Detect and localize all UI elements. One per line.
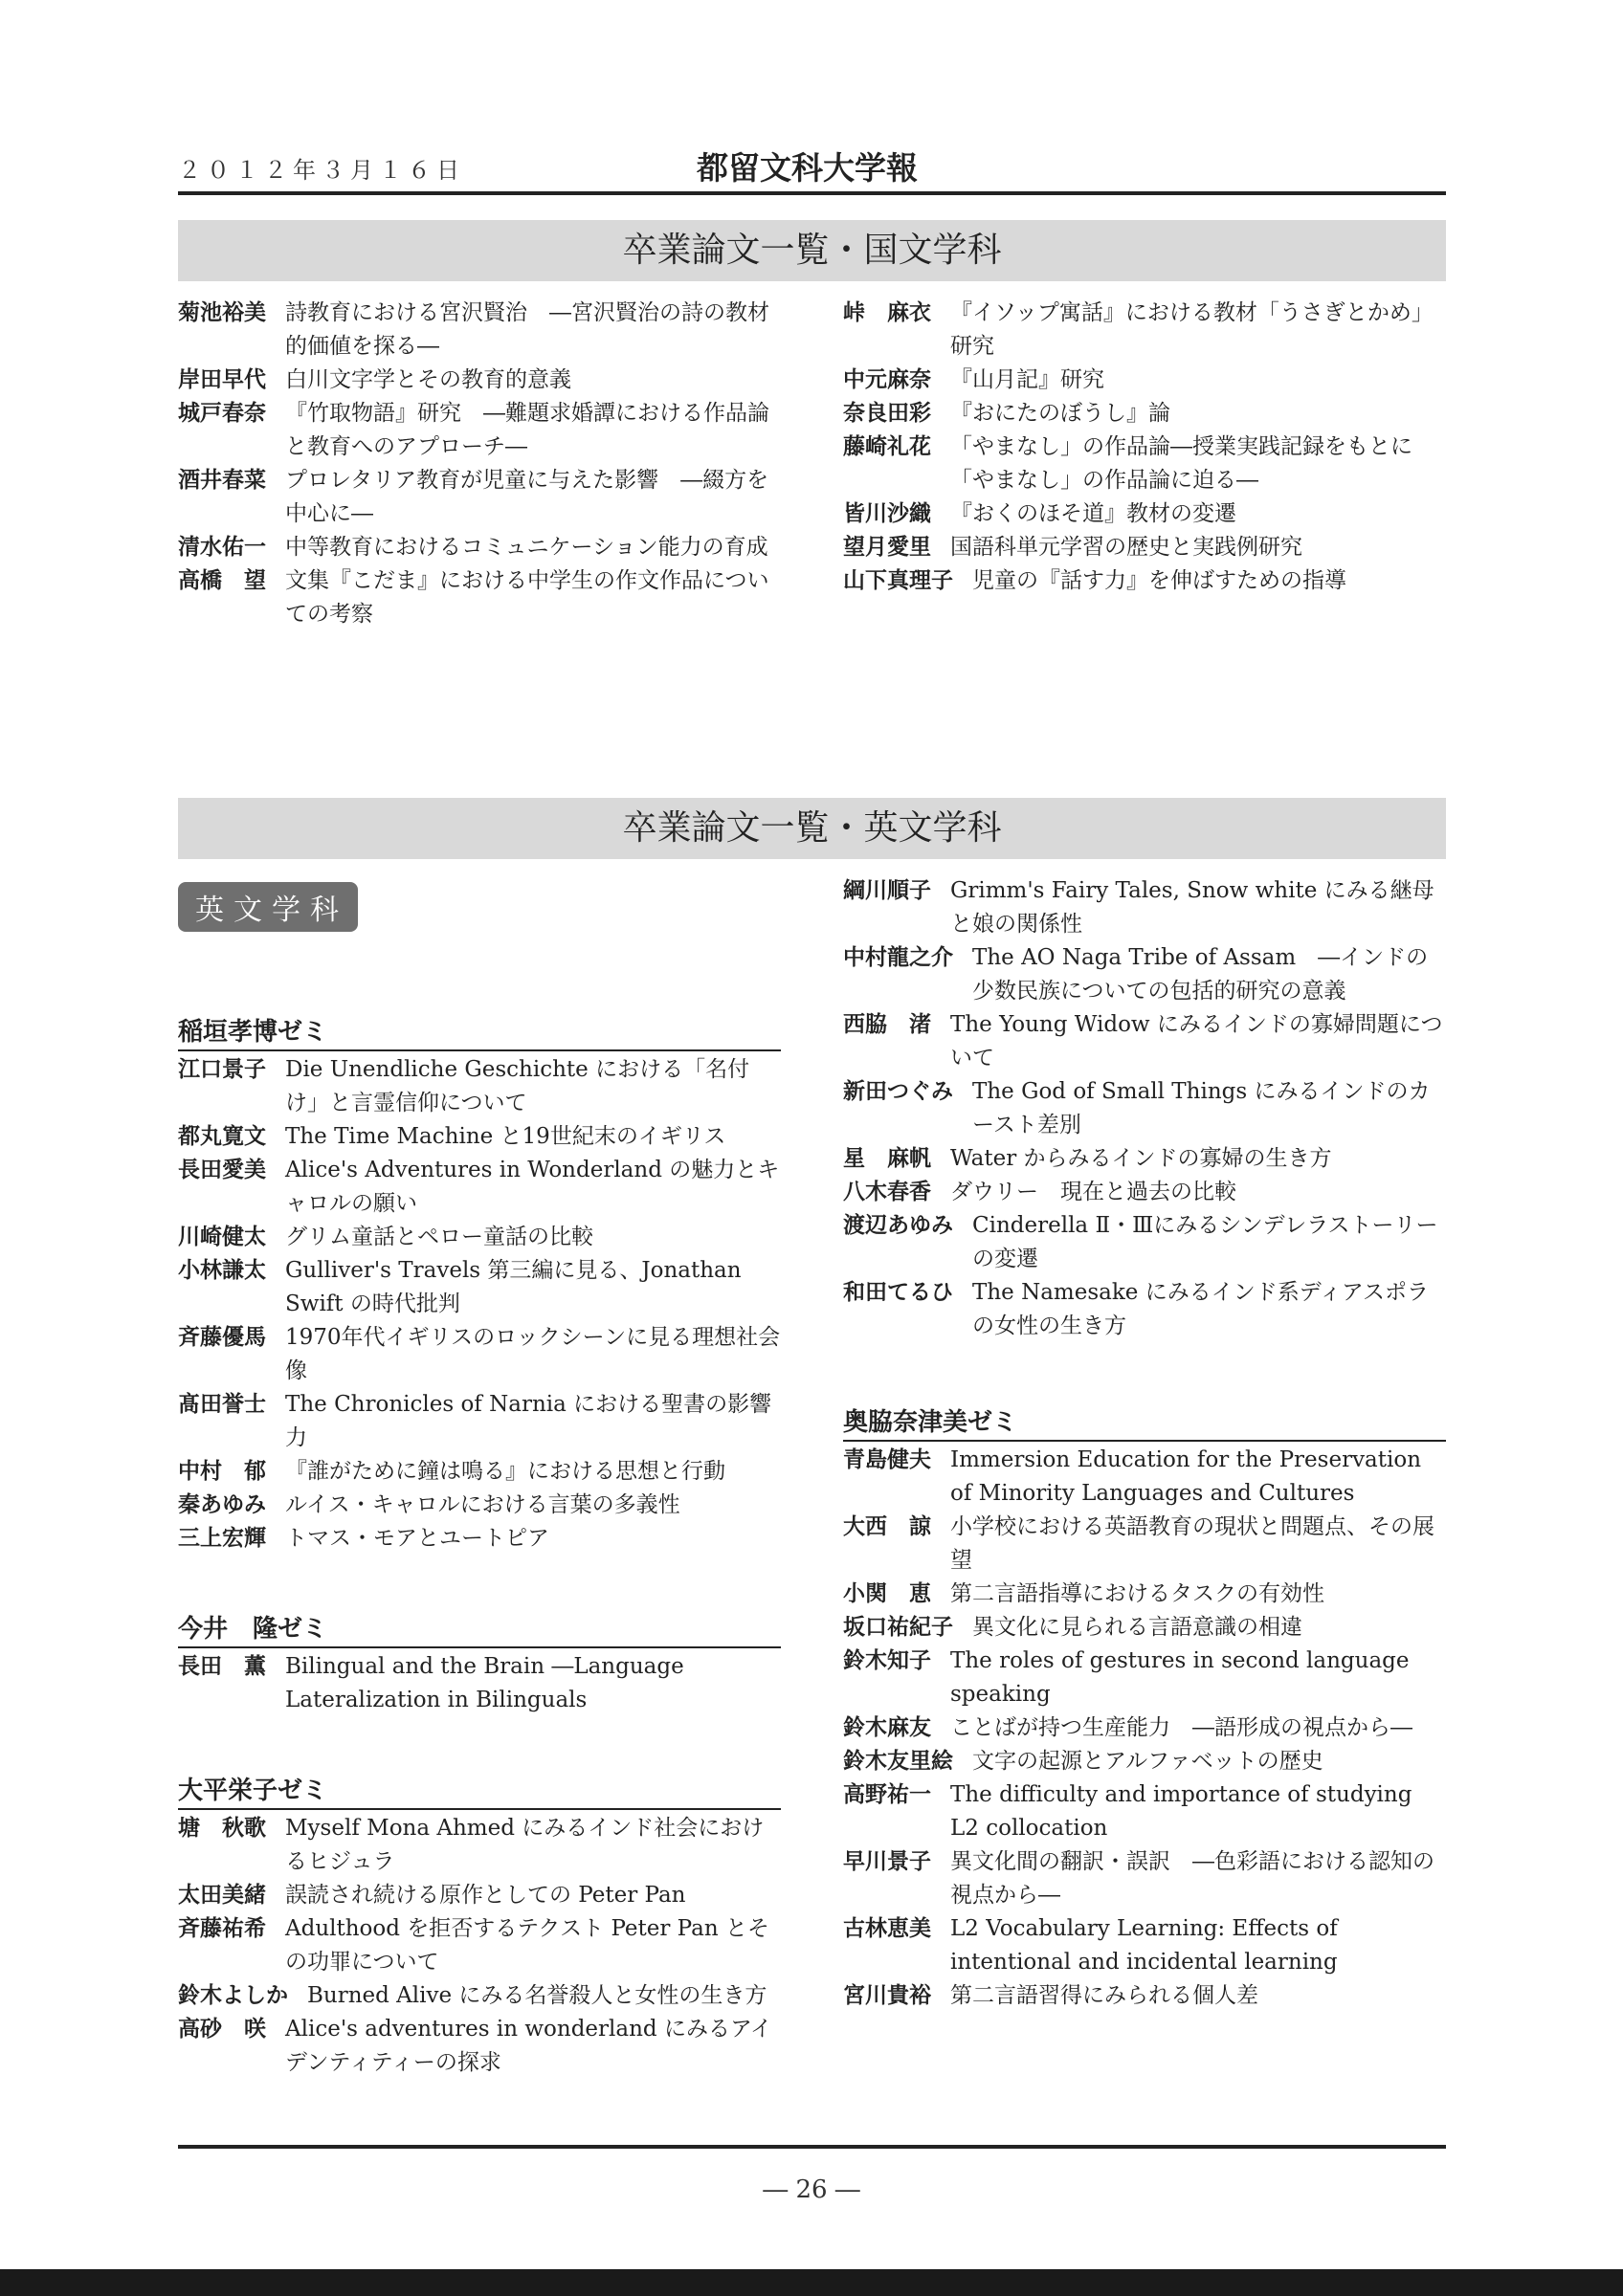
thesis-entry bbox=[843, 1276, 1446, 1343]
student-name: 清水佑一 bbox=[178, 535, 266, 560]
student-name: 都丸寛文 bbox=[178, 1124, 266, 1149]
seminar-name: 稲垣孝博ゼミ bbox=[178, 1012, 781, 1051]
student-name: 鈴木よしか bbox=[178, 1983, 288, 2008]
student-name: 山下真理子 bbox=[843, 568, 953, 593]
thesis-entry bbox=[178, 1489, 781, 1522]
seminar-ohira bbox=[178, 1771, 781, 2080]
thesis-title: 文字の起源とアルファベットの歴史 bbox=[972, 1749, 1323, 1774]
thesis-title: Adulthood を拒否するテクスト Peter Pan とその功罪について bbox=[285, 1916, 769, 1975]
department-tag-row bbox=[178, 882, 781, 932]
student-name: 鈴木知子 bbox=[843, 1648, 931, 1673]
thesis-entry bbox=[843, 874, 1446, 941]
seminar-ohira-continued bbox=[843, 874, 1446, 1343]
seminar-name: 今井 隆ゼミ bbox=[178, 1609, 781, 1648]
thesis-title: Cinderella Ⅱ・Ⅲにみるシンデレラストーリーの変遷 bbox=[972, 1213, 1438, 1271]
thesis-title: ことばが持つ生産能力 ―語形成の視点から― bbox=[950, 1715, 1412, 1740]
thesis-entry bbox=[178, 1912, 781, 1979]
student-name: 小関 恵 bbox=[843, 1581, 931, 1606]
thesis-title: The difficulty and importance of studying L2 collocation bbox=[950, 1782, 1412, 1841]
thesis-entry bbox=[843, 397, 1446, 430]
student-name: 大西 諒 bbox=[843, 1514, 931, 1539]
thesis-entry bbox=[178, 1221, 781, 1254]
section-title-kokubun: 卒業論文一覧・国文学科 bbox=[178, 220, 1446, 281]
student-name: 川崎健太 bbox=[178, 1225, 266, 1249]
thesis-entry bbox=[843, 430, 1446, 497]
thesis-entry bbox=[178, 1522, 781, 1556]
thesis-title: トマス・モアとユートピア bbox=[285, 1526, 549, 1551]
student-name: 太田美緒 bbox=[178, 1883, 266, 1908]
seminar-name: 奥脇奈津美ゼミ bbox=[843, 1402, 1446, 1442]
thesis-title: グリム童話とペロー童話の比較 bbox=[285, 1225, 593, 1249]
thesis-entry bbox=[843, 1444, 1446, 1511]
thesis-entry bbox=[843, 1745, 1446, 1778]
thesis-title: 誤読され続ける原作としての Peter Pan bbox=[285, 1883, 686, 1908]
thesis-entry bbox=[178, 1455, 781, 1489]
student-name: 和田てるひ bbox=[843, 1280, 953, 1305]
thesis-entry bbox=[843, 1176, 1446, 1209]
seminar-okuwaki bbox=[843, 1402, 1446, 2013]
student-name: 綱川順子 bbox=[843, 878, 931, 903]
seminar-imai bbox=[178, 1609, 781, 1717]
thesis-entry bbox=[178, 1979, 781, 2013]
scan-bottom-edge bbox=[0, 2269, 1623, 2296]
thesis-entry bbox=[178, 2013, 781, 2080]
thesis-title: 第二言語指導におけるタスクの有効性 bbox=[950, 1581, 1324, 1606]
thesis-entry bbox=[843, 1611, 1446, 1645]
student-name: 望月愛里 bbox=[843, 535, 931, 560]
thesis-title: Bilingual and the Brain ―Language Lateralization in Bilinguals bbox=[285, 1654, 684, 1712]
student-name: 西脇 渚 bbox=[843, 1012, 931, 1037]
thesis-title: Alice's Adventures in Wonderland の魅力とキャロルの願い bbox=[285, 1158, 780, 1216]
thesis-title: The AO Naga Tribe of Assam ―インドの少数民族についての包括的研究の意義 bbox=[972, 945, 1429, 1004]
thesis-entry bbox=[178, 1388, 781, 1455]
student-name: 中村 郁 bbox=[178, 1459, 266, 1484]
thesis-entry bbox=[178, 1053, 781, 1120]
thesis-title: L2 Vocabulary Learning: Effects of intentional and incidental learning bbox=[950, 1916, 1338, 1975]
seminar-inagaki bbox=[178, 1012, 781, 1556]
header-rule bbox=[178, 191, 1446, 195]
thesis-title: 『誰がために鐘は鳴る』における思想と行動 bbox=[285, 1459, 725, 1484]
student-name: 三上宏輝 bbox=[178, 1526, 266, 1551]
thesis-title: 『山月記』研究 bbox=[950, 367, 1104, 392]
student-name: 藤崎礼花 bbox=[843, 434, 931, 459]
student-name: 早川景子 bbox=[843, 1849, 931, 1874]
thesis-title: 中等教育におけるコミュニケーション能力の育成 bbox=[285, 535, 768, 560]
thesis-title: ダウリー 現在と過去の比較 bbox=[950, 1180, 1236, 1204]
thesis-title: Grimm's Fairy Tales, Snow white にみる継母と娘の関係性 bbox=[950, 878, 1434, 937]
student-name: 小林謙太 bbox=[178, 1258, 266, 1283]
thesis-title: 国語科単元学習の歴史と実践例研究 bbox=[950, 535, 1302, 560]
thesis-entry bbox=[178, 297, 781, 364]
thesis-title: Myself Mona Ahmed にみるインド社会におけるヒジュラ bbox=[285, 1816, 765, 1874]
thesis-title: The Young Widow にみるインドの寡婦問題について bbox=[950, 1012, 1443, 1071]
thesis-title: プロレタリア教育が児童に与えた影響 ―綴方を中心に― bbox=[285, 468, 769, 526]
student-name: 長田 薫 bbox=[178, 1654, 266, 1679]
thesis-entry bbox=[178, 464, 781, 531]
thesis-title: 『おくのほそ道』教材の変遷 bbox=[950, 501, 1236, 526]
thesis-title: 白川文字学とその教育的意義 bbox=[285, 367, 571, 392]
kokubun-right-column bbox=[843, 297, 1446, 598]
student-name: 髙田誉士 bbox=[178, 1392, 266, 1417]
thesis-entry bbox=[843, 1209, 1446, 1276]
student-name: 高砂 咲 bbox=[178, 2017, 266, 2042]
student-name: 鈴木友里絵 bbox=[843, 1749, 953, 1774]
thesis-title: 『イソップ寓話』における教材「うさぎとかめ」研究 bbox=[950, 300, 1434, 359]
student-name: 奈良田彩 bbox=[843, 401, 931, 426]
thesis-title: 異文化に見られる言語意識の相違 bbox=[972, 1615, 1302, 1640]
thesis-entry bbox=[178, 1120, 781, 1154]
publication-title: 都留文科大学報 bbox=[697, 149, 918, 187]
thesis-title: Water からみるインドの寡婦の生き方 bbox=[950, 1146, 1332, 1171]
thesis-title: 1970年代イギリスのロックシーンに見る理想社会像 bbox=[285, 1325, 781, 1383]
thesis-title: Immersion Education for the Preservation of Minority Languages and Cultures bbox=[950, 1447, 1422, 1506]
thesis-entry bbox=[843, 1912, 1446, 1979]
thesis-title: Alice's adventures in wonderland にみるアイデンティティーの探求 bbox=[285, 2017, 772, 2075]
student-name: 斉藤祐希 bbox=[178, 1916, 266, 1941]
thesis-entry bbox=[178, 1254, 781, 1321]
thesis-title: Burned Alive にみる名誉殺人と女性の生き方 bbox=[307, 1983, 767, 2008]
thesis-entry bbox=[178, 564, 781, 631]
thesis-entry bbox=[843, 1511, 1446, 1578]
thesis-entry bbox=[843, 941, 1446, 1008]
thesis-title: The Namesake にみるインド系ディアスポラの女性の生き方 bbox=[972, 1280, 1429, 1338]
thesis-entry bbox=[843, 1142, 1446, 1176]
student-name: 宮川貴裕 bbox=[843, 1983, 931, 2008]
thesis-entry bbox=[843, 1008, 1446, 1075]
thesis-title: 児童の『話す力』を伸ばすための指導 bbox=[972, 568, 1346, 593]
student-name: 峠 麻衣 bbox=[843, 300, 931, 325]
thesis-entry bbox=[843, 1645, 1446, 1711]
eibun-right-column bbox=[843, 874, 1446, 2013]
student-name: 塘 秋歌 bbox=[178, 1816, 266, 1841]
issue-date: ２０１２年３月１６日 bbox=[178, 157, 465, 184]
thesis-entry bbox=[843, 564, 1446, 598]
student-name: 皆川沙織 bbox=[843, 501, 931, 526]
student-name: 青島健夫 bbox=[843, 1447, 931, 1472]
thesis-title: The roles of gestures in second language speaking bbox=[950, 1648, 1410, 1707]
student-name: 古林恵美 bbox=[843, 1916, 931, 1941]
thesis-entry bbox=[178, 1321, 781, 1388]
thesis-entry bbox=[178, 397, 781, 464]
thesis-title: The Time Machine と19世紀末のイギリス bbox=[285, 1124, 726, 1149]
eibun-left-column bbox=[178, 882, 781, 2080]
thesis-title: 第二言語習得にみられる個人差 bbox=[950, 1983, 1258, 2008]
thesis-entry bbox=[843, 1845, 1446, 1912]
thesis-entry bbox=[178, 1154, 781, 1221]
thesis-entry bbox=[843, 364, 1446, 397]
thesis-entry bbox=[843, 497, 1446, 531]
student-name: 坂口祐紀子 bbox=[843, 1615, 953, 1640]
thesis-entry bbox=[178, 1650, 781, 1717]
student-name: 城戸春奈 bbox=[178, 401, 266, 426]
thesis-title: 小学校における英語教育の現状と問題点、その展望 bbox=[950, 1514, 1434, 1573]
thesis-entry bbox=[178, 531, 781, 564]
student-name: 秦あゆみ bbox=[178, 1492, 266, 1517]
department-tag: 英文学科 bbox=[178, 882, 358, 932]
thesis-title: Gulliver's Travels 第三編に見る、Jonathan Swift の時代批判 bbox=[285, 1258, 742, 1316]
thesis-title: 『竹取物語』研究 ―難題求婚譚における作品論と教育へのアプローチ― bbox=[285, 401, 769, 459]
thesis-title: The Chronicles of Narnia における聖書の影響力 bbox=[285, 1392, 772, 1450]
thesis-entry bbox=[178, 1879, 781, 1912]
student-name: 酒井春菜 bbox=[178, 468, 266, 493]
student-name: 岸田早代 bbox=[178, 367, 266, 392]
thesis-title: 文集『こだま』における中学生の作文作品についての考察 bbox=[285, 568, 769, 627]
student-name: 菊池裕美 bbox=[178, 300, 266, 325]
student-name: 鈴木麻友 bbox=[843, 1715, 931, 1740]
thesis-entry bbox=[843, 1778, 1446, 1845]
thesis-title: Die Unendliche Geschichte における「名付け」と言霊信仰について bbox=[285, 1057, 750, 1115]
thesis-entry bbox=[843, 531, 1446, 564]
thesis-title: The God of Small Things にみるインドのカースト差別 bbox=[972, 1079, 1431, 1137]
thesis-entry bbox=[843, 1578, 1446, 1611]
section-title-eibun: 卒業論文一覧・英文学科 bbox=[178, 798, 1446, 859]
student-name: 中元麻奈 bbox=[843, 367, 931, 392]
student-name: 江口景子 bbox=[178, 1057, 266, 1082]
thesis-title: ルイス・キャロルにおける言葉の多義性 bbox=[285, 1492, 680, 1517]
thesis-title: 『おにたのぼうし』論 bbox=[950, 401, 1170, 426]
thesis-entry bbox=[178, 1812, 781, 1879]
student-name: 中村龍之介 bbox=[843, 945, 953, 970]
thesis-entry bbox=[178, 364, 781, 397]
student-name: 斉藤優馬 bbox=[178, 1325, 266, 1350]
student-name: 高野祐一 bbox=[843, 1782, 931, 1807]
kokubun-left-column bbox=[178, 297, 781, 631]
student-name: 高橋 望 bbox=[178, 568, 266, 593]
thesis-title: 「やまなし」の作品論―授業実践記録をもとに「やまなし」の作品論に迫る― bbox=[950, 434, 1412, 493]
footer-rule bbox=[178, 2145, 1446, 2149]
student-name: 新田つぐみ bbox=[843, 1079, 953, 1104]
thesis-entry bbox=[843, 1075, 1446, 1142]
thesis-entry bbox=[843, 1711, 1446, 1745]
seminar-name: 大平栄子ゼミ bbox=[178, 1771, 781, 1810]
thesis-title: 詩教育における宮沢賢治 ―宮沢賢治の詩の教材的価値を探る― bbox=[285, 300, 769, 359]
thesis-entry bbox=[843, 297, 1446, 364]
thesis-entry bbox=[843, 1979, 1446, 2013]
page-number: ― 26 ― bbox=[763, 2175, 860, 2204]
student-name: 渡辺あゆみ bbox=[843, 1213, 953, 1238]
student-name: 星 麻帆 bbox=[843, 1146, 931, 1171]
thesis-title: 異文化間の翻訳・誤訳 ―色彩語における認知の視点から― bbox=[950, 1849, 1434, 1908]
student-name: 長田愛美 bbox=[178, 1158, 266, 1182]
student-name: 八木春香 bbox=[843, 1180, 931, 1204]
